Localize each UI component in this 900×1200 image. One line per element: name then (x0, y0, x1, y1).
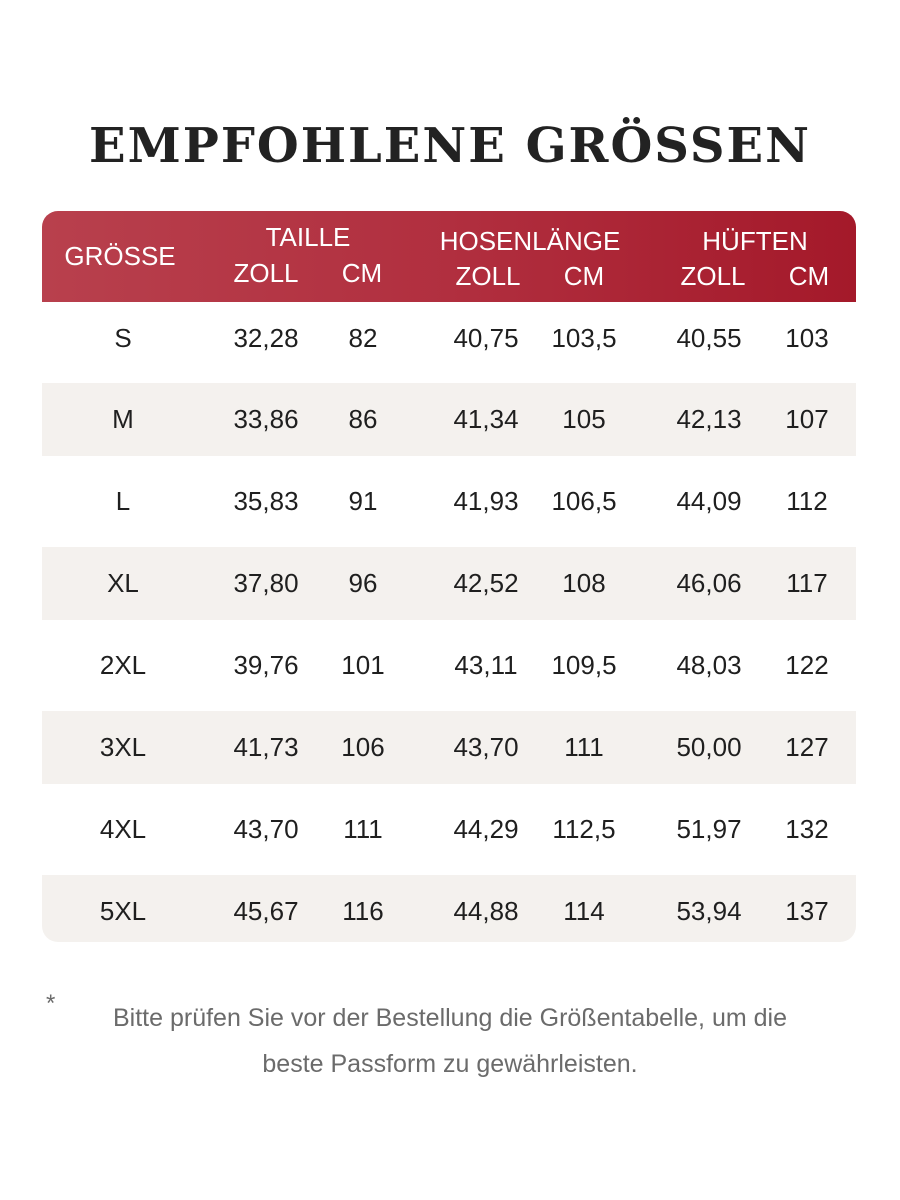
cell-len-in: 43,11 (454, 650, 518, 680)
table-row (42, 629, 856, 702)
header-length-inch: ZOLL (455, 261, 521, 291)
cell-waist-in: 37,80 (233, 568, 299, 598)
footnote (0, 995, 900, 1087)
cell-len-cm: 103,5 (551, 323, 617, 353)
cell-waist-cm: 86 (348, 404, 378, 434)
cell-hip-in: 53,94 (676, 896, 742, 926)
cell-hip-in: 50,00 (676, 732, 742, 762)
cell-hip-in: 44,09 (676, 486, 742, 516)
cell-size: 4XL (99, 814, 147, 844)
cell-size: XL (107, 568, 139, 598)
cell-hip-cm: 103 (785, 323, 829, 353)
header-hips-inch: ZOLL (680, 261, 746, 291)
cell-waist-in: 43,70 (233, 814, 299, 844)
cell-waist-cm: 111 (343, 814, 383, 844)
footnote-line-2: beste Passform zu gewährleisten. (262, 1050, 638, 1078)
cell-waist-cm: 101 (341, 650, 385, 680)
table-row (42, 547, 856, 620)
cell-len-in: 43,70 (453, 732, 519, 762)
cell-waist-cm: 106 (341, 732, 385, 762)
table-row (42, 711, 856, 784)
cell-hip-cm: 112 (786, 486, 828, 516)
cell-waist-cm: 116 (342, 896, 384, 926)
cell-hip-cm: 137 (785, 896, 829, 926)
cell-waist-cm: 96 (348, 568, 378, 598)
cell-hip-cm: 132 (785, 814, 829, 844)
cell-len-cm: 111 (564, 732, 604, 762)
cell-len-cm: 109,5 (551, 650, 617, 680)
table-row (42, 383, 856, 456)
header-waist: TAILLE (265, 222, 351, 252)
cell-size: S (114, 323, 132, 353)
cell-hip-in: 48,03 (676, 650, 742, 680)
header-length-cm: CM (563, 261, 605, 291)
cell-len-in: 41,93 (453, 486, 519, 516)
cell-waist-in: 35,83 (233, 486, 299, 516)
cell-size: 3XL (99, 732, 147, 762)
note-asterisk: * (46, 990, 56, 1017)
cell-len-cm: 112,5 (552, 814, 616, 844)
cell-len-in: 42,52 (453, 568, 519, 598)
cell-size: 5XL (99, 896, 147, 926)
table-row (42, 302, 856, 375)
cell-hip-in: 51,97 (676, 814, 742, 844)
cell-len-in: 44,29 (453, 814, 519, 844)
cell-len-cm: 114 (563, 896, 605, 926)
header-waist-cm: CM (341, 258, 383, 288)
table-header (42, 211, 856, 302)
cell-hip-in: 46,06 (676, 568, 742, 598)
header-length: HOSENLÄNGE (439, 226, 621, 256)
header-hips-cm: CM (788, 261, 830, 291)
cell-hip-cm: 117 (786, 568, 828, 598)
cell-size: L (115, 486, 131, 516)
cell-hip-cm: 107 (785, 404, 829, 434)
cell-waist-in: 33,86 (233, 404, 299, 434)
cell-waist-in: 41,73 (233, 732, 299, 762)
cell-waist-in: 45,67 (233, 896, 299, 926)
cell-size: 2XL (99, 650, 147, 680)
header-waist-inch: ZOLL (233, 258, 299, 288)
cell-hip-in: 42,13 (676, 404, 742, 434)
cell-len-in: 44,88 (453, 896, 519, 926)
table-row (42, 793, 856, 866)
cell-waist-in: 39,76 (233, 650, 299, 680)
table-row (42, 465, 856, 538)
cell-len-in: 41,34 (453, 404, 519, 434)
cell-len-cm: 108 (562, 568, 606, 598)
table-row (42, 875, 856, 942)
cell-size: M (112, 404, 134, 434)
cell-hip-in: 40,55 (676, 323, 742, 353)
cell-waist-cm: 82 (348, 323, 378, 353)
page-title: EMPFOHLENE GRÖSSEN (89, 118, 811, 174)
header-hips: HÜFTEN (702, 226, 808, 256)
size-table (42, 211, 856, 942)
cell-hip-cm: 122 (785, 650, 829, 680)
cell-len-cm: 106,5 (551, 486, 617, 516)
cell-waist-in: 32,28 (233, 323, 299, 353)
cell-waist-cm: 91 (348, 486, 378, 516)
cell-len-cm: 105 (562, 404, 606, 434)
footnote-line-1: Bitte prüfen Sie vor der Bestellung die Größentabelle, um die (113, 1004, 787, 1032)
header-size: GRÖSSE (64, 241, 176, 271)
cell-len-in: 40,75 (453, 323, 519, 353)
cell-hip-cm: 127 (785, 732, 829, 762)
